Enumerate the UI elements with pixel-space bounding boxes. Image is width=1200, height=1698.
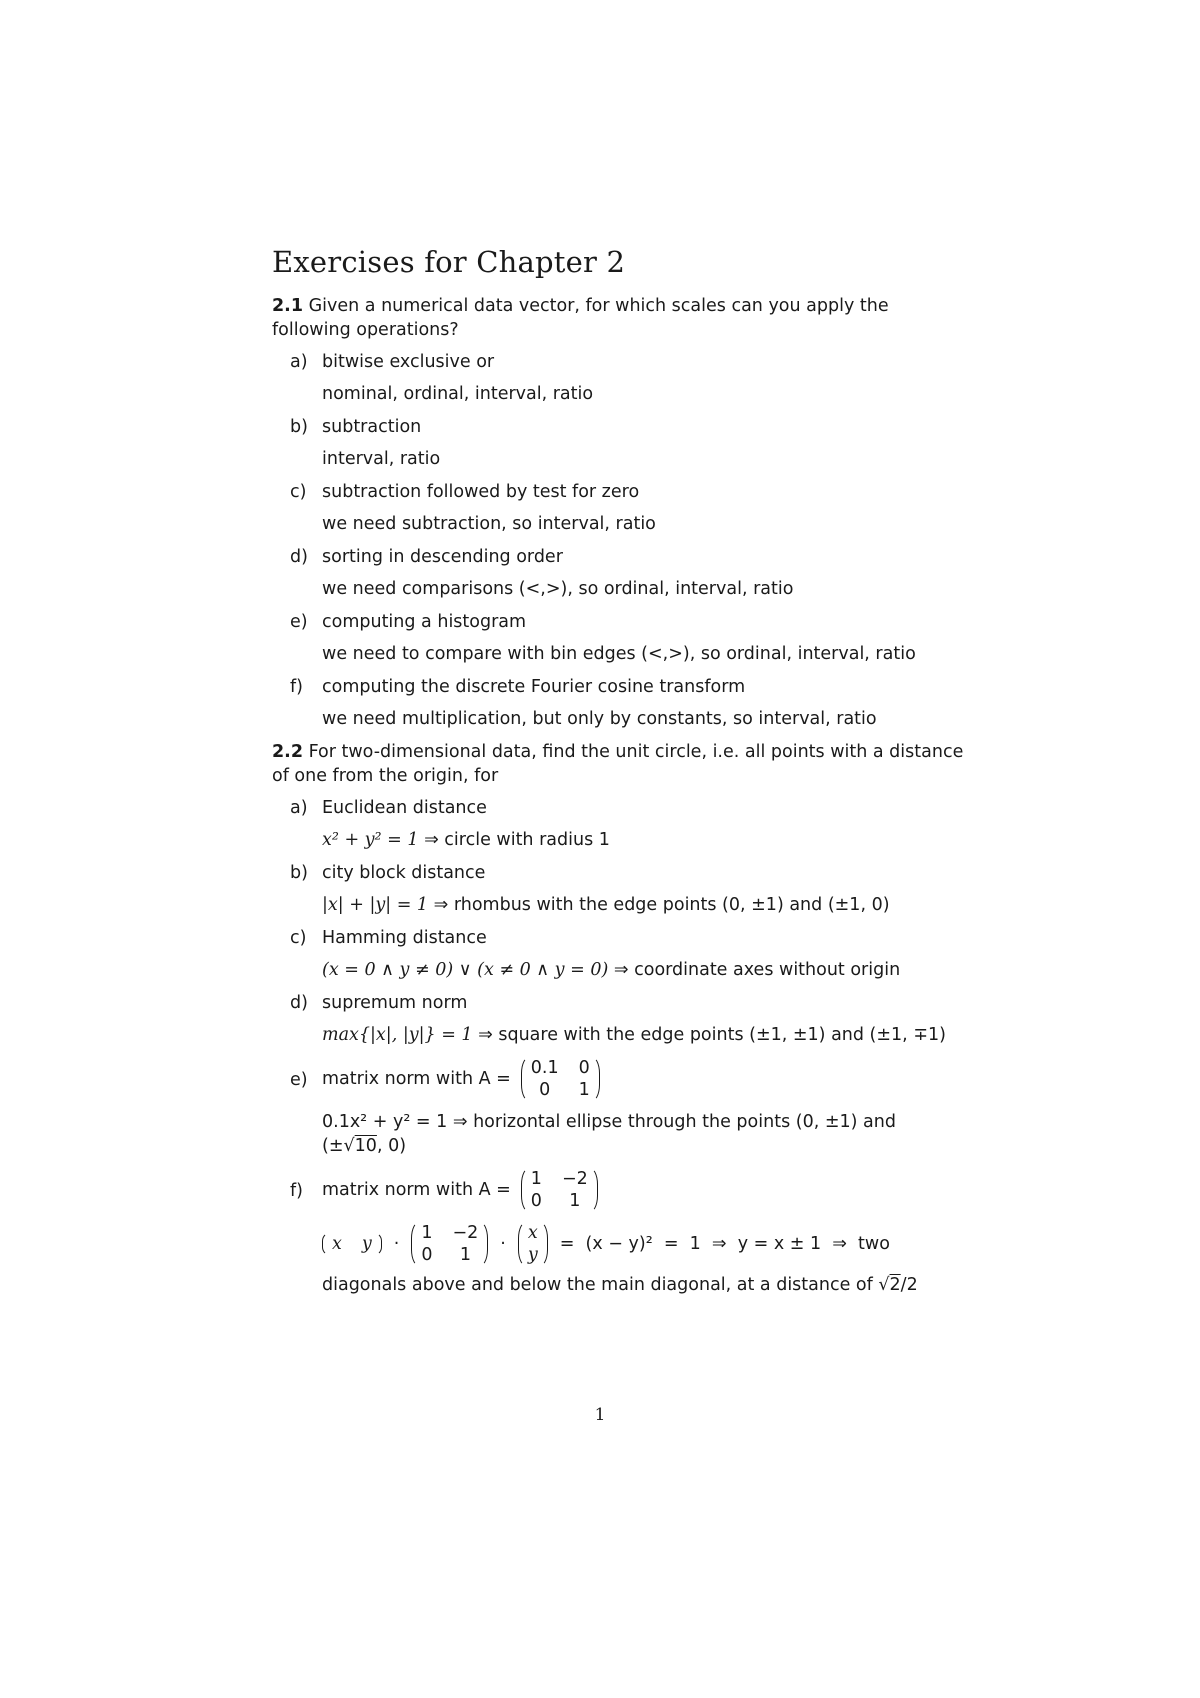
exercise-2-2-item-c [272, 926, 972, 982]
item-answer [322, 1273, 972, 1297]
matrix-a-product [411, 1221, 488, 1267]
answer-post: /2 [900, 1275, 918, 1295]
vector-cell: x [332, 1234, 342, 1254]
vector-cell: y [527, 1245, 538, 1265]
matrix-cell: 1 [530, 1169, 542, 1189]
item-letter: e) [290, 1070, 308, 1090]
equation: (x = 0 ∧ y ≠ 0) ∨ (x ≠ 0 ∧ y = 0) [322, 960, 609, 980]
matrix-cell: 1 [421, 1223, 433, 1243]
item-letter: b) [290, 417, 308, 437]
chapter-title: Exercises for Chapter 2 [272, 245, 626, 279]
item-answer: we need to compare with bin edges (<,>), so ordinal, interval, ratio [322, 644, 916, 664]
question-text: For two-dimensional data, find the unit circle, i.e. all points with a distance of one from the origin, for [272, 742, 964, 786]
equation-tail: = (x − y)² = 1 ⇒ y = x ± 1 ⇒ two [559, 1234, 890, 1254]
sqrt-sign: √ [878, 1275, 890, 1295]
exercise-2-2-item-e [272, 1056, 972, 1158]
sqrt-radicand: 10 [354, 1136, 377, 1156]
item-letter: a) [290, 798, 308, 818]
column-vector [518, 1221, 548, 1267]
sqrt-sign: √ [343, 1136, 355, 1156]
answer-pre: (± [322, 1136, 344, 1156]
answer-tail: ⇒ square with the edge points (±1, ±1) and (±1, ∓1) [472, 1025, 946, 1045]
question-text: Given a numerical data vector, for which scales can you apply the following operations? [272, 296, 889, 340]
vector-cell: x [527, 1223, 538, 1243]
answer-line-1: 0.1x² + y² = 1 ⇒ horizontal ellipse through the points (0, ±1) and [322, 1112, 896, 1132]
dot-operator: · [393, 1234, 400, 1254]
matrix-cell: 1 [569, 1191, 581, 1211]
matrix-cell: 1 [578, 1080, 590, 1100]
page-content [272, 244, 972, 1306]
dot-operator: · [500, 1234, 506, 1254]
exercise-number: 2.1 [272, 296, 304, 316]
item-question [322, 1056, 972, 1102]
exercise-2-2 [272, 740, 972, 1297]
item-letter: d) [290, 993, 308, 1013]
item-question: computing the discrete Fourier cosine transform [322, 677, 746, 697]
item-answer [322, 1023, 972, 1047]
answer-tail: ⇒ circle with radius 1 [418, 830, 610, 850]
item-answer [322, 1110, 972, 1158]
matrix-cell: 0 [421, 1245, 433, 1265]
vector-cell: y [361, 1234, 372, 1254]
exercise-2-1-item-f [272, 675, 972, 731]
equation: x² + y² = 1 [322, 830, 419, 850]
page-number: 1 [594, 1405, 606, 1425]
exercise-2-1-item-d [272, 545, 972, 601]
item-question: city block distance [322, 863, 486, 883]
item-question: Hamming distance [322, 928, 487, 948]
question-text: matrix norm with A = [322, 1180, 511, 1200]
item-question: subtraction followed by test for zero [322, 482, 640, 502]
matrix-cell: 0 [530, 1191, 542, 1211]
item-letter: a) [290, 352, 308, 372]
matrix-a [521, 1056, 600, 1102]
matrix-cell: −2 [561, 1169, 588, 1189]
question-text: matrix norm with A = [322, 1069, 511, 1089]
exercise-number: 2.2 [272, 742, 304, 762]
answer-post: , 0) [376, 1136, 407, 1156]
item-answer: we need subtraction, so interval, ratio [322, 514, 656, 534]
item-question: sorting in descending order [322, 547, 563, 567]
item-question [322, 1167, 972, 1213]
matrix-cell: 0 [578, 1058, 590, 1078]
equation: max{|x|, |y|} = 1 [322, 1025, 473, 1045]
item-letter: d) [290, 547, 308, 567]
exercise-2-1 [272, 294, 972, 731]
item-question: Euclidean distance [322, 798, 487, 818]
item-letter: c) [290, 482, 307, 502]
item-question: supremum norm [322, 993, 468, 1013]
exercise-2-1-item-e [272, 610, 972, 666]
sqrt-radicand: 2 [889, 1275, 901, 1295]
equation: |x| + |y| = 1 [322, 895, 429, 915]
item-answer [322, 893, 972, 917]
answer-tail: ⇒ rhombus with the edge points (0, ±1) and (±1, 0) [428, 895, 890, 915]
matrix-a [521, 1167, 598, 1213]
item-answer: we need comparisons (<,>), so ordinal, interval, ratio [322, 579, 794, 599]
row-vector [322, 1232, 382, 1256]
item-answer: nominal, ordinal, interval, ratio [322, 384, 594, 404]
exercise-2-2-item-f [272, 1167, 972, 1297]
exercise-2-2-item-b [272, 861, 972, 917]
item-letter: e) [290, 612, 308, 632]
exercise-2-2-item-d [272, 991, 972, 1047]
exercise-2-2-question [272, 740, 972, 788]
matrix-cell: 1 [459, 1245, 471, 1265]
item-letter: f) [290, 677, 303, 697]
item-answer [322, 958, 972, 982]
item-question: bitwise exclusive or [322, 352, 495, 372]
exercise-2-1-item-b [272, 415, 972, 471]
item-answer: interval, ratio [322, 449, 441, 469]
exercise-2-2-item-a [272, 796, 972, 852]
answer-pre: diagonals above and below the main diagonal, at a distance of [322, 1275, 879, 1295]
exercise-2-1-item-c [272, 480, 972, 536]
matrix-cell: 0 [539, 1080, 551, 1100]
item-letter: f) [290, 1181, 303, 1201]
item-answer: we need multiplication, but only by constants, so interval, ratio [322, 709, 877, 729]
matrix-cell: 0.1 [530, 1058, 559, 1078]
item-letter: b) [290, 863, 308, 883]
item-question: subtraction [322, 417, 422, 437]
exercise-2-1-question [272, 294, 972, 342]
matrix-product-equation [322, 1221, 972, 1267]
item-question: computing a histogram [322, 612, 527, 632]
exercise-2-1-item-a [272, 350, 972, 406]
answer-tail: ⇒ coordinate axes without origin [608, 960, 901, 980]
item-answer [322, 828, 972, 852]
matrix-cell: −2 [452, 1223, 479, 1243]
item-letter: c) [290, 928, 307, 948]
